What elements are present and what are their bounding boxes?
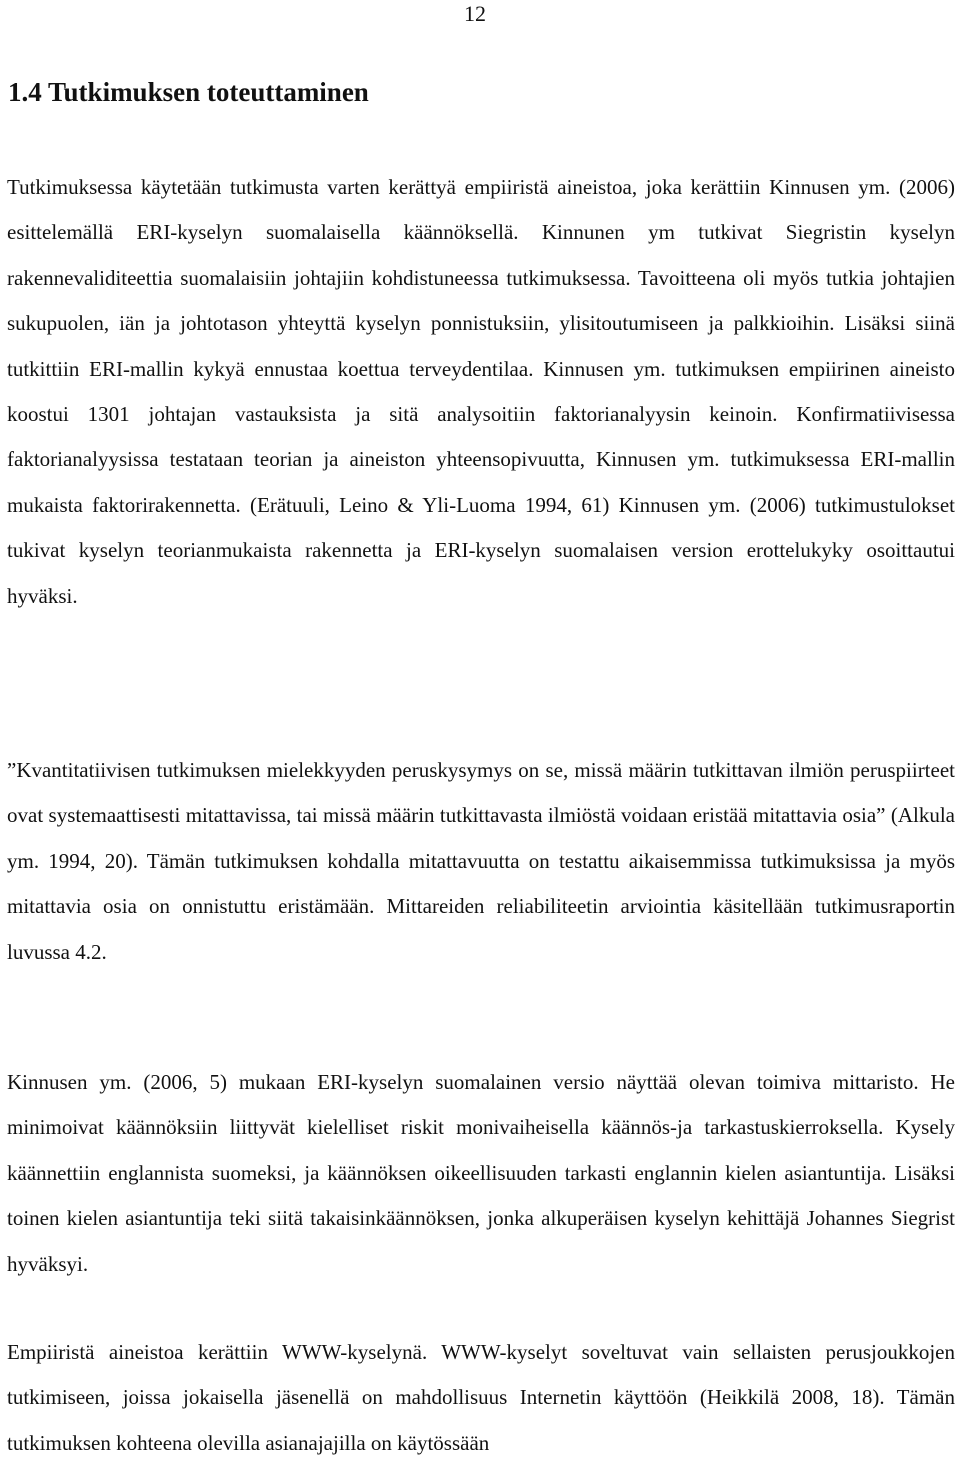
page-number: 12 <box>464 1 486 26</box>
body-paragraph-4: Empiiristä aineistoa kerättiin WWW-kyselynä. WWW-kyselyt soveltuvat vain sellaisten perusjoukkojen tutkimiseen, joissa jokaisella jäsenellä on mahdollisuus Internetin käyttöön (Heikkilä 2008, 18). Tämän tutkimuksen kohteena olevilla asianajajilla on käytössään <box>7 1340 955 1455</box>
body-paragraph-2: ”Kvantitatiivisen tutkimuksen mielekkyyden peruskysymys on se, missä määrin tutkittavan ilmiön peruspiirteet ovat systemaattisesti mitattavissa, tai missä määrin tutkittavasta ilmiöstä voidaan eristää mitattavia osia” (Alkula ym. 1994, 20). Tämän tutkimuksen kohdalla mitattavuutta on testattu aikaisemmissa tutkimuksissa ja myös mitattavia osia on onnistuttu eristämään. Mittareiden reliabiliteetin arviointia käsitellään tutkimusraportin luvussa 4.2. <box>7 758 955 964</box>
body-paragraph-3: Kinnusen ym. (2006, 5) mukaan ERI-kyselyn suomalainen versio näyttää olevan toimiva mittaristo. He minimoivat käännöksiin liittyvät kielelliset riskit monivaiheisella käännös-ja tarkastuskierroksella. Kysely käännettiin englannista suomeksi, ja käännöksen oikeellisuuden tarkasti englannin kielen asiantuntija. Lisäksi toinen kielen asiantuntija teki siitä takaisinkäännöksen, jonka alkuperäisen kyselyn kehittäjä Johannes Siegrist hyväksyi. <box>7 1070 955 1276</box>
section-heading: 1.4 Tutkimuksen toteuttaminen <box>8 77 369 107</box>
body-paragraph-1: Tutkimuksessa käytetään tutkimusta varten kerättyä empiiristä aineistoa, joka kerättiin Kinnusen ym. (2006) esittelemällä ERI-kyselyn suomalaisella käännöksellä. Kinnunen ym tutkivat Siegristin kyselyn rakennevaliditeettia suomalaisiin johtajiin kohdistuneessa tutkimuksessa. Tavoitteena oli myös tutkia johtajien sukupuolen, iän ja johtotason yhteyttä kyselyn ponnistuksiin, ylisitoutumiseen ja palkkioihin. Lisäksi siinä tutkittiin ERI-mallin kykyä ennustaa koettua terveydentilaa. Kinnusen ym. tutkimuksen empiirinen aineisto koostui 1301 johtajan vastauksista ja sitä analysoitiin faktorianalyysin keinoin. Konfirmatiivisessa faktorianalyysissa testataan teorian ja aineiston yhteensopivuutta, Kinnusen ym. tutkimuksessa ERI-mallin mukaista faktorirakennetta. (Erätuuli, Leino & Yli-Luoma 1994, 61) Kinnusen ym. (2006) tutkimustulokset tukivat kyselyn teorianmukaista rakennetta ja ERI-kyselyn suomalaisen version erottelukyky osoittautui hyväksi. <box>7 175 955 608</box>
